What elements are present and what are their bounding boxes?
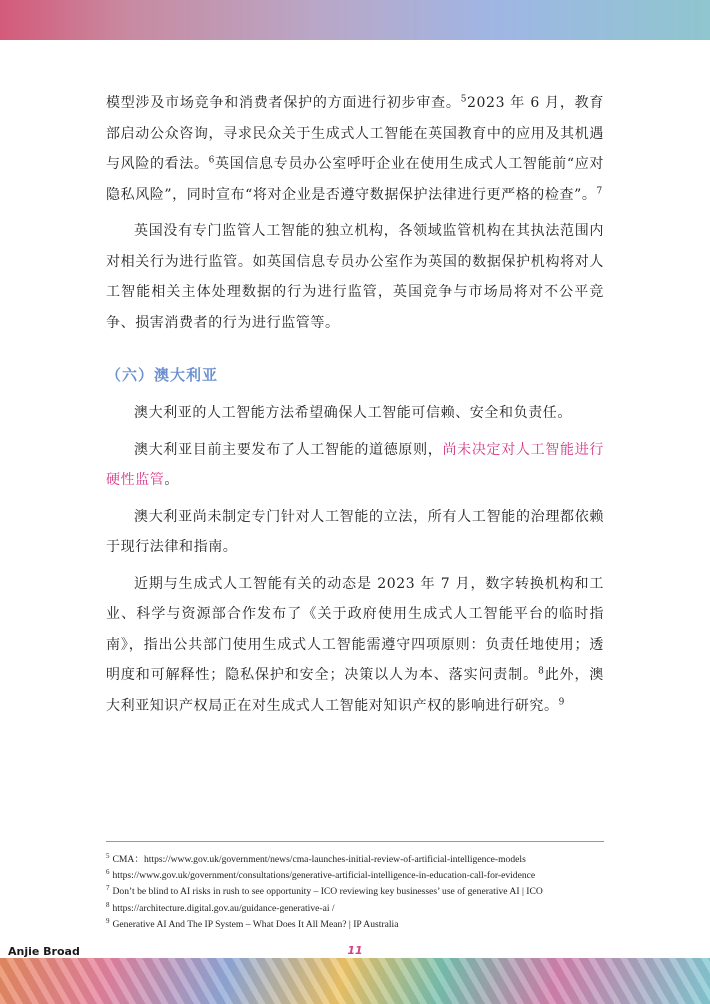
footnote-5[interactable] [106,850,604,866]
paragraph-1-text2: 2023 年 6 月，教育部启动公众咨询，寻求民众关于生成式人工智能在英国教育中的应用及其机遇与风险的看法。 [106,95,604,172]
paragraph-1-text: 模型涉及市场竞争和消费者保护的方面进行初步审查。 [106,95,461,111]
top-decorative-banner [0,0,710,40]
main-content [106,88,604,727]
footnote-text: CMA：https://www.gov.uk/government/news/cma-launches-initial-review-of-artificial-intelligence-models [112,854,526,866]
footnote-ref-7[interactable]: 7 [596,185,603,196]
footnote-text: Generative AI And The IP System – What Does It All Mean? | IP Australia [112,918,399,930]
footnote-6[interactable] [106,866,604,882]
paragraph-5: 澳大利亚尚未制定专门针对人工智能的立法，所有人工智能的治理都依赖于现行法律和指南。 [106,508,604,555]
footnote-number: 9 [106,916,110,925]
footnote-ref-8[interactable]: 8 [538,666,545,677]
page-number: 11 [347,944,363,957]
bottom-decorative-banner [0,958,710,1004]
highlighted-text: 尚未决定对人工智能进行硬性监管 [106,441,604,488]
footnote-text: https://www.gov.uk/government/consultations/generative-artificial-intelligence-in-education-call-for-evidence [112,870,536,882]
paragraph-4-text: 澳大利亚目前主要发布了人工智能的道德原则， [134,441,443,458]
footnote-number: 5 [106,852,110,860]
paragraph-6-text2: 此外，澳大利亚知识产权局正在对生成式人工智能对知识产权的影响进行研究。 [106,667,604,714]
paragraph-1-text3: 英国信息专员办公室呼吁企业在使用生成式人工智能前“应对隐私风险”，同时宣布“将对企业是否遵守数据保护法律进行更严格的检查”。 [106,156,604,203]
paragraph-3: 澳大利亚的人工智能方法希望确保人工智能可信赖、安全和负责任。 [134,405,572,421]
paragraph-6 [106,569,604,722]
footer-brand-logo: Anjie Broad [8,945,80,958]
footnote-number: 7 [106,884,110,893]
footnote-9[interactable] [106,915,604,931]
footnote-text: https://architecture.digital.gov.au/guidance-generative-ai / [112,902,335,914]
footnote-7[interactable] [106,882,604,898]
footnote-number: 8 [106,900,110,909]
footnote-text: Don’t be blind to AI risks in rush to see opportunity – ICO reviewing key businesses’ use of generative AI | ICO [112,886,543,898]
footnote-ref-9[interactable]: 9 [558,696,565,707]
paragraph-2: 英国没有专门监管人工智能的独立机构，各领域监管机构在其执法范围内对相关行为进行监管。如英国信息专员办公室作为英国的数据保护机构将对人工智能相关主体处理数据的行为进行监管，英国竞争与市场局将对不公平竞争、损害消费者的行为进行监管等。 [106,223,604,331]
footnote-number: 6 [106,868,110,877]
paragraph-4 [106,435,604,496]
paragraph-1 [106,88,604,210]
footnotes [106,841,604,931]
section-heading-australia: （六）澳大利亚 [106,366,219,384]
footnote-ref-6[interactable]: 6 [208,155,215,166]
footnote-ref-5[interactable]: 5 [460,94,468,105]
footnote-8[interactable] [106,899,604,915]
paragraph-6-text: 近期与生成式人工智能有关的动态是 2023 年 7 月，数字转换机构和工业、科学与资源部合作发布了《关于政府使用生成式人工智能平台的临时指南》，指出公共部门使用生成式人工智能需遵守四项原则：负责任地使用；透明度和可解释性；隐私保护和安全；决策以人为本、落实问责制。 [106,575,604,683]
paragraph-4-end: 。 [164,472,180,488]
